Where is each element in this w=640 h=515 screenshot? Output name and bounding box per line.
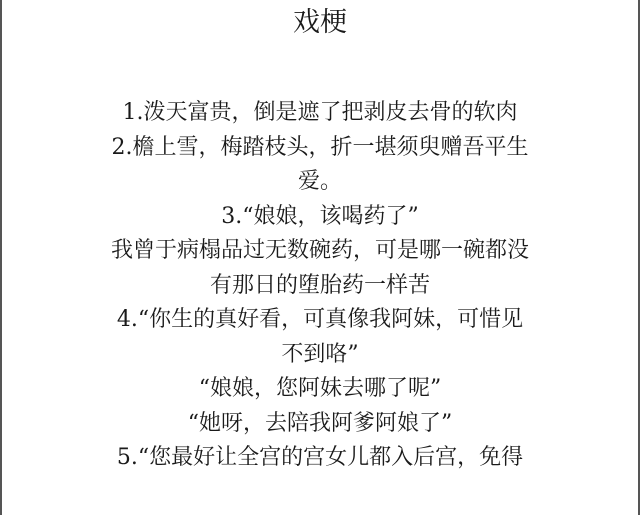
text-body <box>0 96 640 476</box>
text-line: 4.“你生的真好看，可真像我阿妹，可惜见 <box>116 307 524 332</box>
text-line: 我曾于病榻品过无数碗药，可是哪一碗都没 <box>110 238 529 263</box>
text-line: 2.檐上雪，梅踏枝头，折一堪须臾赠吾平生 <box>111 134 529 160</box>
page-title: 戏梗 <box>293 7 347 38</box>
text-line: 3.“娘娘，该喝药了” <box>221 203 419 229</box>
text-line: “娘娘，您阿妹去哪了呢” <box>198 376 442 401</box>
text-line: “她呀，去陪我阿爹阿娘了” <box>187 410 453 436</box>
text-line: 爱。 <box>297 169 342 194</box>
text-line: 有那日的堕胎药一样苦 <box>209 272 430 298</box>
text-line: 1.泼天富贵，倒是遮了把剥皮去骨的软肉 <box>122 100 518 125</box>
text-line: 不到咯” <box>281 341 359 367</box>
text-line: 5.“您最好让全宫的宫女儿都入后宫，免得 <box>116 445 524 470</box>
